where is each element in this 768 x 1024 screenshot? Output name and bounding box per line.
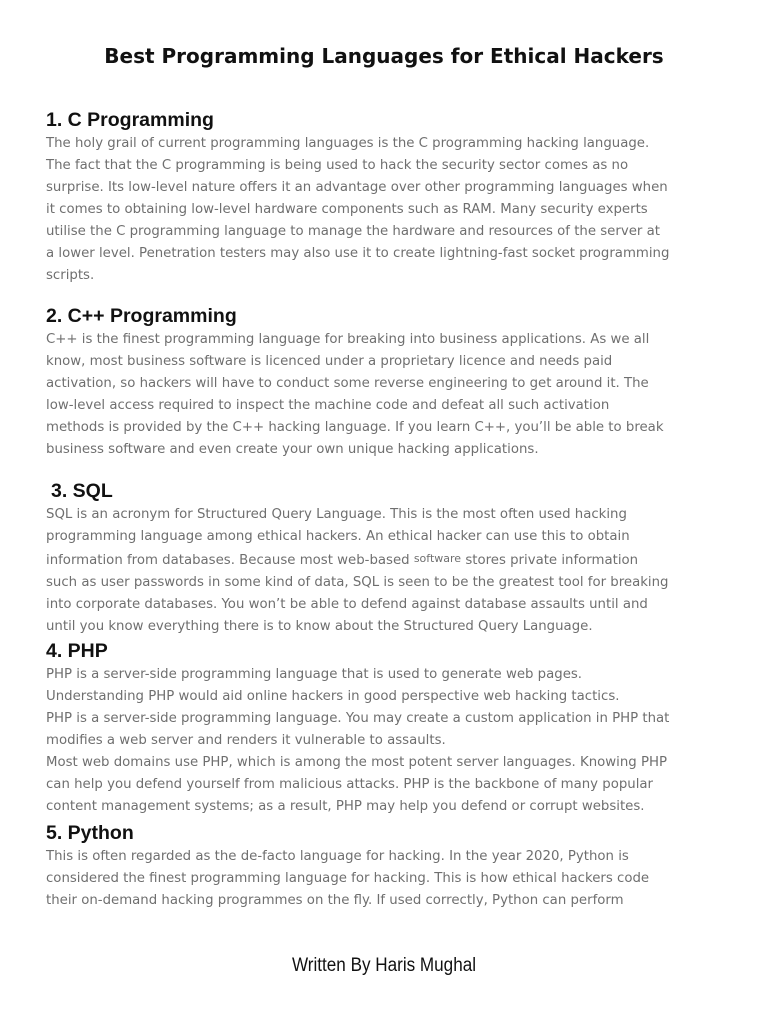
paragraph-line: utilise the C programming language to manage the hardware and resources of the server at: [46, 224, 660, 239]
section-paragraph: [46, 664, 736, 818]
paragraph-line: content management systems; as a result, PHP may help you defend or corrupt websites.: [46, 799, 645, 814]
author-footer: Written By Haris Mughal: [291, 955, 477, 976]
paragraph-line: a lower level. Penetration testers may also use it to create lightning-fast socket programming: [46, 246, 670, 261]
section-c-programming: [46, 107, 736, 287]
section-heading: 4. PHP: [46, 640, 108, 662]
paragraph-line: programming language among ethical hackers. An ethical hacker can use this to obtain: [46, 529, 630, 544]
paragraph-line: into corporate databases. You won’t be able to defend against database assaults until and: [46, 597, 648, 612]
paragraph-line: such as user passwords in some kind of data, SQL is seen to be the greatest tool for breaking: [46, 575, 669, 590]
paragraph-line: can help you defend yourself from malicious attacks. PHP is the backbone of many popular: [46, 777, 654, 792]
section-sql: [46, 478, 736, 638]
paragraph-line: until you know everything there is to know about the Structured Query Language.: [46, 619, 593, 634]
paragraph-line: The holy grail of current programming languages is the C programming hacking language.: [46, 136, 650, 151]
paragraph-line: activation, so hackers will have to conduct some reverse engineering to get around it. The: [46, 376, 649, 391]
section-paragraph: [46, 133, 736, 287]
paragraph-line: considered the finest programming language for hacking. This is how ethical hackers code: [46, 871, 650, 886]
small-word: software: [413, 552, 462, 565]
paragraph-line: The fact that the C programming is being used to hack the security sector comes as no: [46, 158, 629, 173]
line-start: information from databases. Because most web-based: [46, 553, 410, 568]
line-end: stores private information: [465, 553, 639, 568]
section-paragraph: [46, 504, 736, 638]
paragraph-line: methods is provided by the C++ hacking language. If you learn C++, you’ll be able to break: [46, 420, 664, 435]
section-heading: 1. C Programming: [46, 109, 214, 131]
paragraph-line: PHP is a server-side programming language that is used to generate web pages.: [46, 667, 583, 682]
paragraph-line: C++ is the finest programming language for breaking into business applications. As we all: [46, 332, 650, 347]
section-heading: 2. C++ Programming: [46, 305, 237, 327]
paragraph-line: low-level access required to inspect the machine code and defeat all such activation: [46, 398, 610, 413]
paragraph-line: their on-demand hacking programmes on the fly. If used correctly, Python can perform: [46, 893, 624, 908]
section-paragraph: [46, 329, 736, 461]
section-cpp-programming: [46, 303, 736, 461]
paragraph-line: This is often regarded as the de-facto language for hacking. In the year 2020, Python is: [46, 849, 629, 864]
section-paragraph: [46, 846, 736, 912]
paragraph-line: surprise. Its low-level nature offers it an advantage over other programming languages when: [46, 180, 668, 195]
paragraph-line: Understanding PHP would aid online hackers in good perspective web hacking tactics.: [46, 689, 620, 704]
paragraph-line: [46, 548, 736, 572]
section-php: [46, 638, 736, 818]
paragraph-line: modifies a web server and renders it vulnerable to assaults.: [46, 733, 446, 748]
section-python: [46, 820, 736, 912]
paragraph-line: business software and even create your own unique hacking applications.: [46, 442, 539, 457]
paragraph-line: SQL is an acronym for Structured Query Language. This is the most often used hacking: [46, 507, 627, 522]
paragraph-line: know, most business software is licenced under a proprietary licence and needs paid: [46, 354, 613, 369]
paragraph-line: it comes to obtaining low-level hardware components such as RAM. Many security experts: [46, 202, 648, 217]
paragraph-line: PHP is a server-side programming language. You may create a custom application in PHP that: [46, 711, 670, 726]
paragraph-line: Most web domains use PHP, which is among the most potent server languages. Knowing PHP: [46, 755, 667, 770]
section-heading: 3. SQL: [51, 480, 113, 502]
paragraph-line: scripts.: [46, 268, 95, 283]
document-title: Best Programming Languages for Ethical Hackers: [104, 44, 664, 68]
section-heading: 5. Python: [46, 822, 134, 844]
